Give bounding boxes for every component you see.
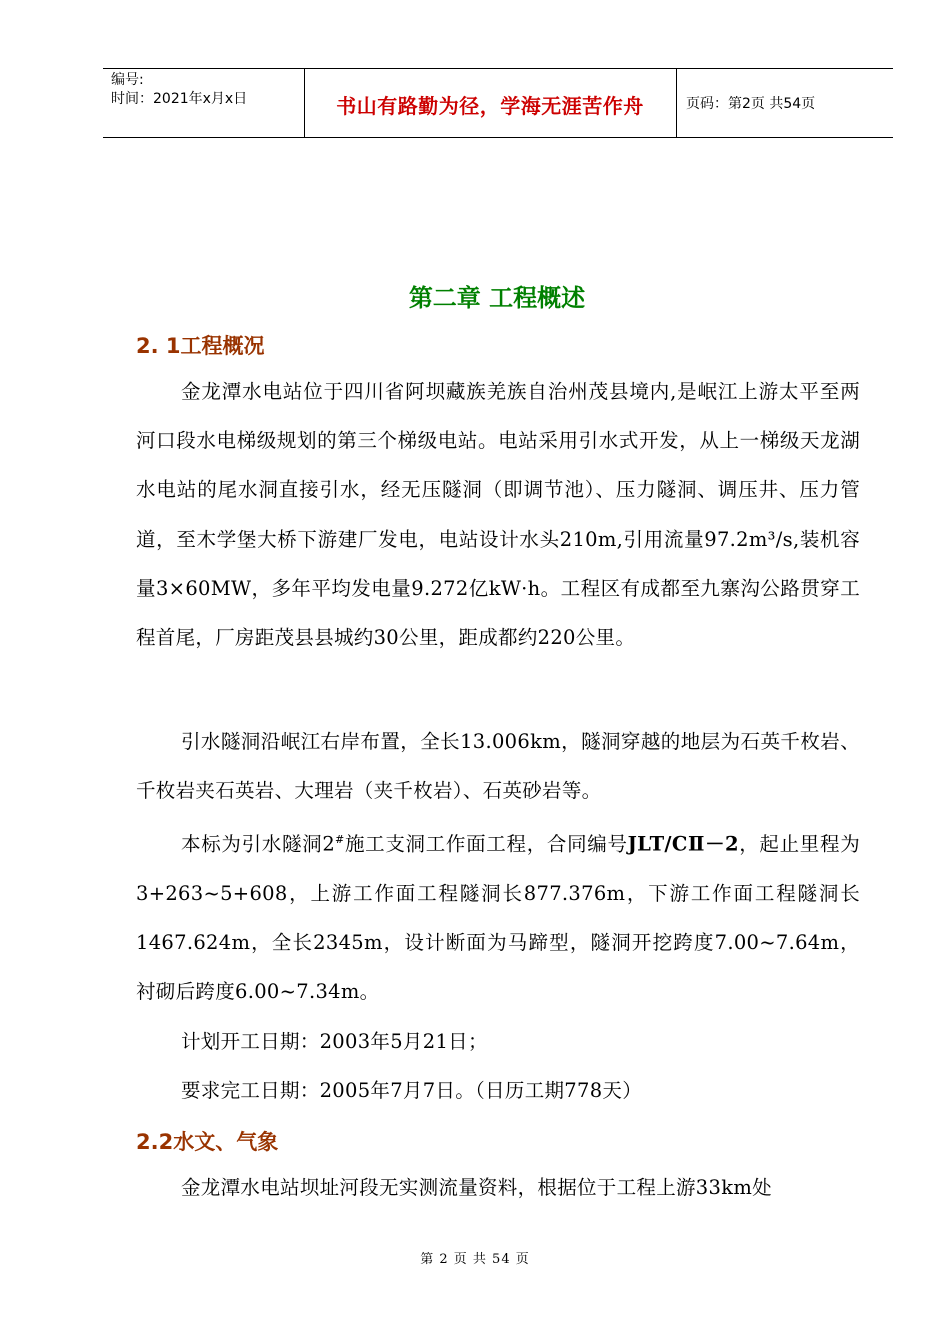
number-label: 编号: [111,72,144,88]
paragraph-tunnel: 引水隧洞沿岷江右岸布置，全长13.006km，隧洞穿越的地层为石英千枚岩、千枚岩夹石英岩、大理岩（夹千枚岩）、石英砂岩等。 [136,730,860,803]
header-divider [676,69,677,137]
header-page-label: 页码：第2页 共54页 [686,96,816,112]
paragraph-hydrology: 金龙潭水电站坝址河段无实测流量资料，根据位于工程上游33km处 [181,1176,772,1199]
chapter-title: 第二章 工程概述 [408,284,586,312]
contract-code: JLT/CⅡ－2 [627,832,739,856]
time-label: 时间：2021年x月x日 [111,91,248,107]
header-meta [111,71,301,109]
start-date: 计划开工日期：2003年5月21日； [181,1030,488,1053]
page-header [103,68,893,138]
contract-text-c: ，起止里程为3+263~5+608，上游工作面工程隧洞长877.376m，下游工作面工程隧洞长1467.624m，全长2345m，设计断面为马蹄型，隧洞开挖跨度7.00~7.64m，衬砌后跨度6.00~7.34m。 [136,832,860,1004]
section-title-2-1: 2. 1工程概况 [136,334,265,358]
contract-text-b: 施工支洞工作面工程，合同编号 [344,832,628,856]
end-date: 要求完工日期：2005年7月7日。（日历工期778天） [181,1079,643,1102]
contract-text-a: 本标为引水隧洞2 [181,832,336,856]
superscript-mark: # [335,833,345,846]
page-footer: 第 2 页 共 54 页 [420,1252,530,1267]
paragraph-overview: 金龙潭水电站位于四川省阿坝藏族羌族自治州茂县境内,是岷江上游太平至两河口段水电梯级规划的第三个梯级电站。电站采用引水式开发，从上一梯级天龙湖水电站的尾水洞直接引水，经无压隧洞（即调节池）、压力隧洞、调压井、压力管道，至木学堡大桥下游建厂发电，电站设计水头210m,引用流量97.2m³/s,装机容量3×60MW，多年平均发电量9.272亿kW·h。工程区有成都至九寨沟公路贯穿工程首尾，厂房距茂县县城约30公里，距成都约220公里。 [136,380,860,650]
section-title-2-2: 2.2水文、气象 [136,1130,279,1154]
header-motto: 书山有路勤为径，学海无涯苦作舟 [336,94,644,118]
paragraph-contract [136,815,860,1016]
